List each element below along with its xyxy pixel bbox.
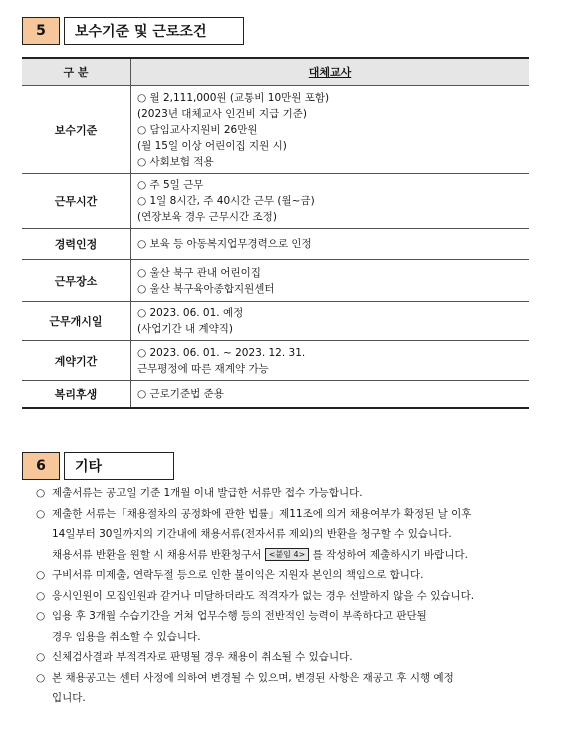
notes-list [36, 483, 536, 709]
row-value [131, 302, 530, 341]
list-item-text: 경우 임용을 취소할 수 있습니다. [52, 630, 201, 643]
list-item [36, 606, 536, 647]
list-item-text: 신체검사결과 부적격자로 판명될 경우 채용이 취소될 수 있습니다. [52, 651, 353, 663]
table-row [22, 341, 529, 381]
row-value-line: ○ 1일 8시간, 주 40시간 근무 (월~금) [137, 195, 315, 207]
row-value-line: ○ 2023. 06. 01. ~ 2023. 12. 31. [137, 346, 306, 359]
table-row [22, 302, 529, 341]
table-header-row [22, 58, 529, 86]
list-item-text: 응시인원이 모집인원과 같거나 미달하더라도 적격자가 없는 경우 선발하지 않을 수 있습니다. [52, 589, 475, 602]
row-value-line: (2023년 대체교사 인건비 지급 기준) [137, 107, 307, 120]
list-item-text: 구비서류 미제출, 연락두절 등으로 인한 불이익은 지원자 본인의 책임으로 합니다. [52, 569, 424, 581]
list-item [36, 483, 536, 504]
section-number: 5 [22, 17, 60, 45]
bullet-icon: ○ [36, 651, 46, 663]
list-item-text: 입니다. [52, 692, 86, 704]
list-item-text: 제출한 서류는「채용절차의 공정화에 관한 법률」제11조에 의거 채용여부가 확정된 날 이후 [52, 507, 472, 520]
row-value-line: ○ 울산 북구육아종합지원센터 [137, 282, 275, 295]
row-value-line: 근무평정에 따른 재계약 가능 [137, 362, 269, 375]
attachment-badge: <붙임 4> [265, 548, 310, 561]
row-label: 경력인정 [22, 229, 131, 260]
section-5-header [22, 17, 244, 45]
bullet-icon: ○ [36, 671, 46, 684]
list-item [36, 586, 536, 607]
section-title: 기타 [64, 452, 174, 480]
column-header-category: 구 분 [22, 58, 131, 86]
row-value-line: ○ 근로기준법 준용 [137, 387, 224, 400]
row-value [131, 174, 530, 229]
row-value-line: ○ 주 5일 근무 [137, 179, 204, 191]
row-value [131, 381, 530, 408]
row-value [131, 229, 530, 260]
list-item [36, 565, 536, 586]
row-value-line: ○ 담임교사지원비 26만원 [137, 123, 258, 136]
row-value-line: ○ 사회보험 적용 [137, 155, 214, 168]
bullet-icon: ○ [36, 569, 46, 581]
bullet-icon: ○ [36, 487, 46, 499]
bullet-icon: ○ [36, 507, 46, 520]
list-item [36, 647, 536, 668]
table-row [22, 229, 529, 260]
list-item-text: 를 작성하여 제출하시기 바랍니다. [309, 548, 468, 561]
row-value [131, 260, 530, 302]
row-label: 복리후생 [22, 381, 131, 408]
row-label: 근무장소 [22, 260, 131, 302]
section-number: 6 [22, 452, 60, 480]
row-value [131, 86, 530, 174]
list-item-text: 14일부터 30일까지의 기간내에 채용서류(전자서류 제외)의 반환을 청구할 수 있습니다. [52, 528, 452, 540]
list-item [36, 504, 536, 545]
list-item-text: 채용서류 반환을 원할 시 채용서류 반환청구서 [52, 548, 262, 561]
row-label: 근무개시일 [22, 302, 131, 341]
list-item-text: 본 채용공고는 센터 사정에 의하여 변경될 수 있으며, 변경된 사항은 재공고 후 시행 예정 [52, 671, 454, 684]
bullet-icon: ○ [36, 589, 46, 602]
list-item-text: 제출서류는 공고일 기준 1개월 이내 발급한 서류만 접수 가능합니다. [52, 487, 363, 499]
row-value-line: ○ 보육 등 아동복지업무경력으로 인정 [137, 238, 312, 250]
row-value-line: ○ 월 2,111,000원 (교통비 10만원 포함) [137, 91, 330, 104]
row-value [131, 341, 530, 381]
row-value-line: ○ 2023. 06. 01. 예정 [137, 307, 244, 319]
row-value-line: (월 15일 이상 어린이집 지원 시) [137, 139, 287, 152]
conditions-table [22, 57, 529, 409]
section-title: 보수기준 및 근로조건 [64, 17, 244, 45]
list-item-text: 임용 후 3개월 수습기간을 거쳐 업무수행 등의 전반적인 능력이 부족하다고 판단될 [52, 610, 427, 622]
table-row [22, 381, 529, 408]
row-label: 근무시간 [22, 174, 131, 229]
table-row [22, 260, 529, 302]
bullet-icon: ○ [36, 610, 46, 622]
row-value-line: ○ 울산 북구 관내 어린이집 [137, 266, 261, 279]
section-6-header [22, 452, 174, 480]
row-label: 보수기준 [22, 86, 131, 174]
row-label: 계약기간 [22, 341, 131, 381]
list-item [36, 545, 536, 566]
column-header-substitute-teacher: 대체교사 [131, 58, 530, 86]
row-value-line: (사업기간 내 계약직) [137, 323, 234, 335]
row-value-line: (연장보육 경우 근무시간 조정) [137, 211, 277, 223]
table-row [22, 174, 529, 229]
table-row [22, 86, 529, 174]
list-item [36, 668, 536, 709]
